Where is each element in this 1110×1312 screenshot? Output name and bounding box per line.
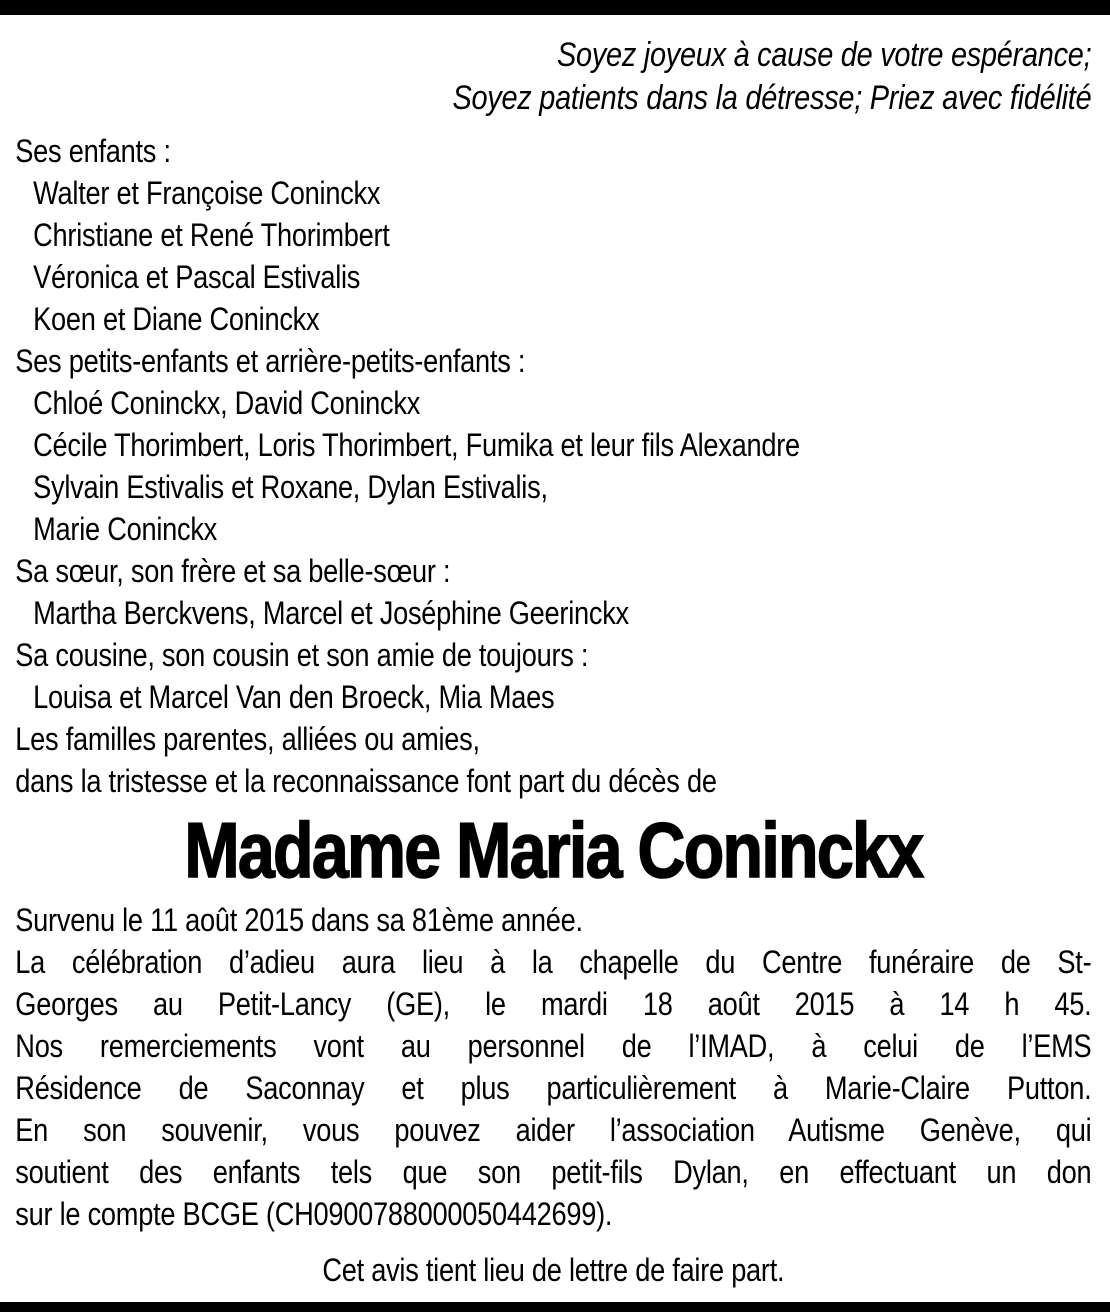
family-member: Véronica et Pascal Estivalis <box>33 259 361 295</box>
announcement-lead: dans la tristesse et la reconnaissance font part du décès de <box>15 763 717 799</box>
top-border-bar <box>0 0 1110 15</box>
body-line-account: sur le compte BCGE (CH0900788000050442699). <box>15 1196 613 1232</box>
family-member: Walter et Françoise Coninckx <box>33 175 381 211</box>
family-group-label: Sa sœur, son frère et sa belle-sœur : <box>15 553 451 589</box>
body-line: Résidence de Saconnay et plus particulièrement à Marie-Claire Putton. <box>15 1070 1092 1106</box>
family-member: Koen et Diane Coninckx <box>33 301 320 337</box>
family-member: Marie Coninckx <box>33 511 218 547</box>
family-member: Louisa et Marcel Van den Broeck, Mia Maes <box>33 679 555 715</box>
family-group-label: Sa cousine, son cousin et son amie de toujours : <box>15 637 589 673</box>
death-date-line: Survenu le 11 août 2015 dans sa 81ème année. <box>15 902 583 938</box>
body-line: Nos remerciements vont au personnel de l’IMAD, à celui de l’EMS <box>15 1028 1092 1064</box>
body-line: La célébration d’adieu aura lieu à la chapelle du Centre funéraire de St- <box>15 944 1092 980</box>
closing-statement: Cet avis tient lieu de lettre de faire part. <box>322 1252 785 1288</box>
family-member: Cécile Thorimbert, Loris Thorimbert, Fumika et leur fils Alexandre <box>33 427 800 463</box>
family-list <box>15 130 1091 802</box>
family-member: Martha Berckvens, Marcel et Joséphine Geerinckx <box>33 595 629 631</box>
family-group-label: Ses petits-enfants et arrière-petits-enfants : <box>15 343 526 379</box>
quote-line: Soyez joyeux à cause de votre espérance; <box>556 36 1092 74</box>
family-member: Christiane et René Thorimbert <box>33 217 390 253</box>
deceased-name-title: Madame Maria Coninckx <box>184 806 923 894</box>
family-member: Chloé Coninckx, David Coninckx <box>33 385 421 421</box>
notice-content <box>0 15 1110 1291</box>
family-member: Sylvain Estivalis et Roxane, Dylan Estivalis, <box>33 469 548 505</box>
bottom-border-bar <box>0 1302 1110 1312</box>
body-line: soutient des enfants tels que son petit-fils Dylan, en effectuant un don <box>15 1154 1092 1190</box>
family-group-label: Les familles parentes, alliées ou amies, <box>15 721 480 757</box>
ceremony-paragraph <box>15 941 1091 1235</box>
quote-line: Soyez patients dans la détresse; Priez avec fidélité <box>452 79 1092 117</box>
body-line: Georges au Petit-Lancy (GE), le mardi 18 août 2015 à 14 h 45. <box>15 986 1092 1022</box>
scripture-quote <box>15 34 1091 120</box>
body-line: En son souvenir, vous pouvez aider l’association Autisme Genève, qui <box>15 1112 1092 1148</box>
family-group-label: Ses enfants : <box>15 133 171 169</box>
